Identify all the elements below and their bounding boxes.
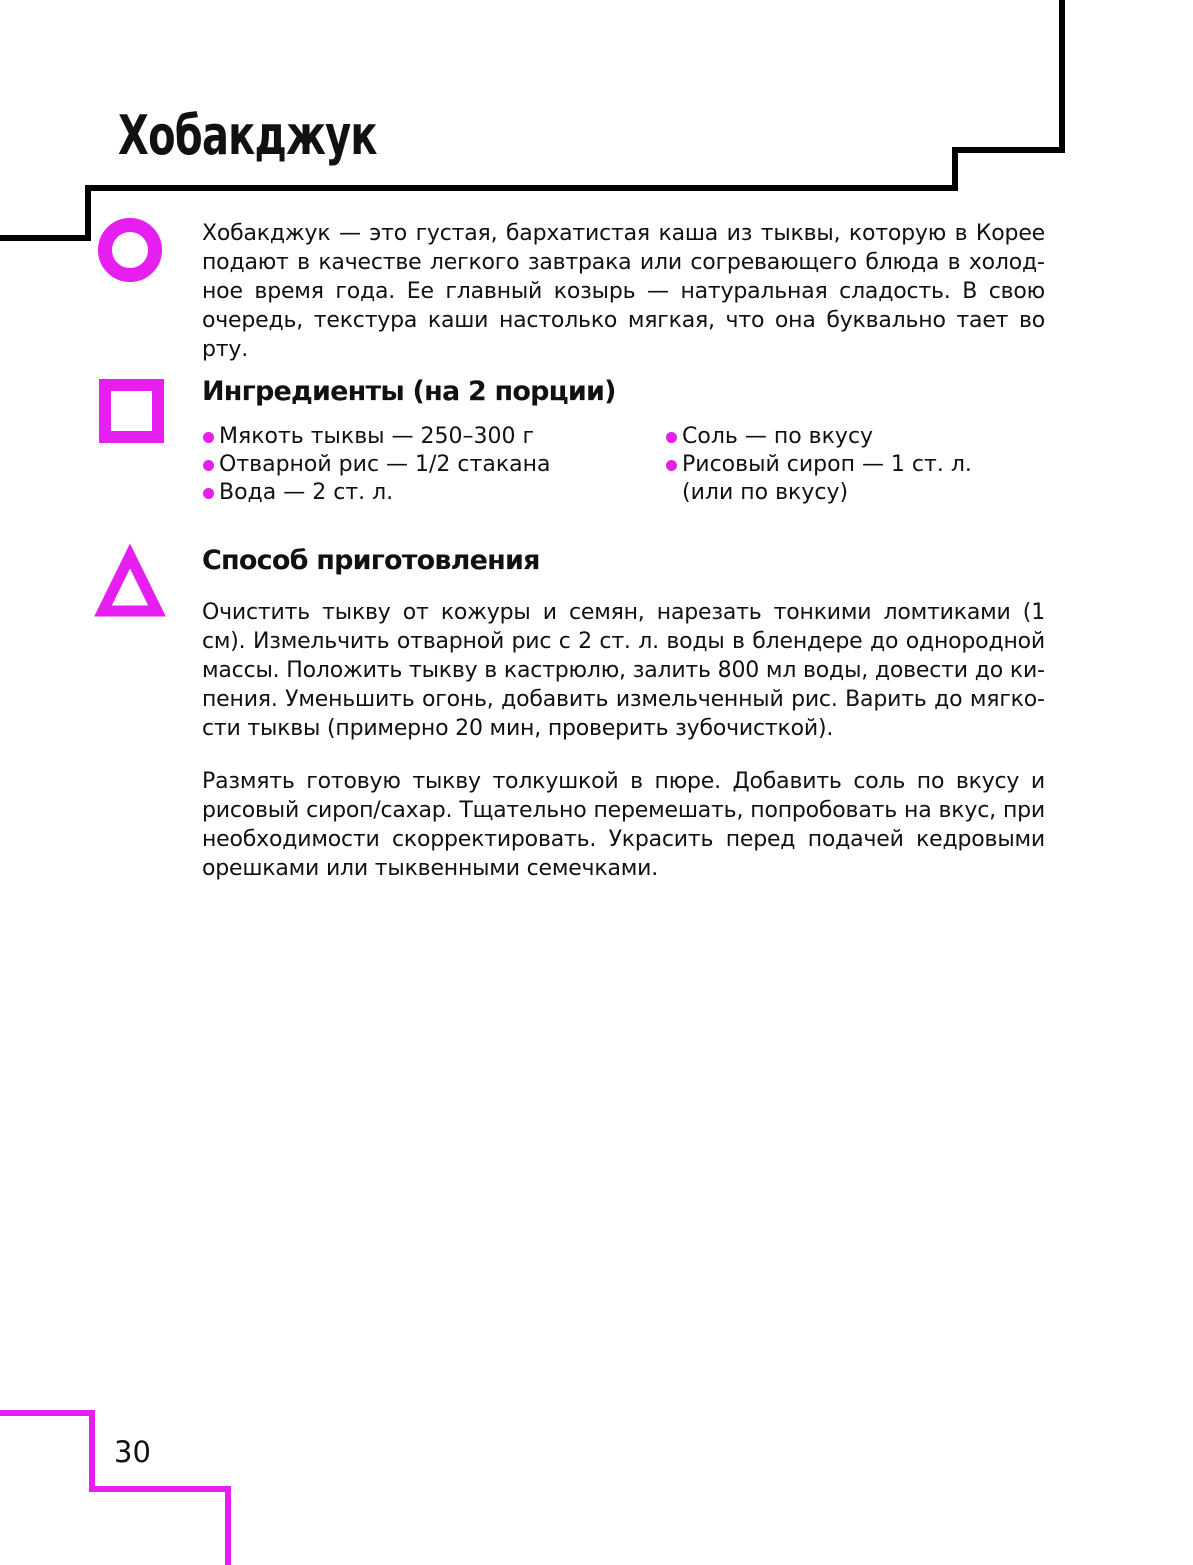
ingredient-item: Соль — по вкусу: [665, 423, 972, 451]
method-heading: Способ приготовления: [202, 545, 540, 576]
ingredients-list-left: [202, 423, 550, 507]
ingredient-item: Мякоть тыквы — 250–300 г: [202, 423, 550, 451]
intro-paragraph: Хобакджук — это густая, бархатистая каша из тыквы, которую в Корее подают в качестве легкого завтрака или согревающего блюда в холодное время года. Ее главный козырь — натуральная сладость. В свою очередь, текстура каши настолько мягкая, что она буквально тает во рту.: [202, 221, 1045, 362]
circle-icon: [105, 225, 155, 275]
page-title: Хобакджук: [118, 104, 377, 167]
ingredient-item: Отварной рис — 1/2 стакана: [202, 451, 550, 479]
ingredient-item-continuation: (или по вкусу): [682, 480, 849, 505]
ingredients-list-right: [665, 423, 972, 507]
method-paragraph: Размять готовую тыкву толкушкой в пюре. Добавить соль по вкусу и рисовый сироп/сахар. Тщательно перемешать, попробовать на вкус, при необходимости скорректировать. Украсить перед подачей кедровыми орешками или тыквенными семечками.: [202, 769, 1045, 881]
triangle-icon: [103, 556, 157, 611]
ingredients-heading: Ингредиенты (на 2 порции): [202, 376, 616, 407]
page-number: 30: [114, 1435, 151, 1469]
square-icon: [105, 385, 158, 437]
ingredient-item: Рисовый сироп — 1 ст. л.: [665, 451, 972, 479]
ingredient-item: Вода — 2 ст. л.: [202, 479, 550, 507]
method-paragraph: Очистить тыкву от кожуры и семян, нарезать тонкими ломтиками (1 см). Измельчить отварной рис с 2 ст. л. воды в блендере до однородной массы. Положить тыкву в кастрюлю, залить 800 мл воды, довести до кипения. Уменьшить огонь, добавить измельченный рис. Варить до мягкости тыквы (примерно 20 мин, проверить зубочисткой).: [202, 600, 1045, 741]
